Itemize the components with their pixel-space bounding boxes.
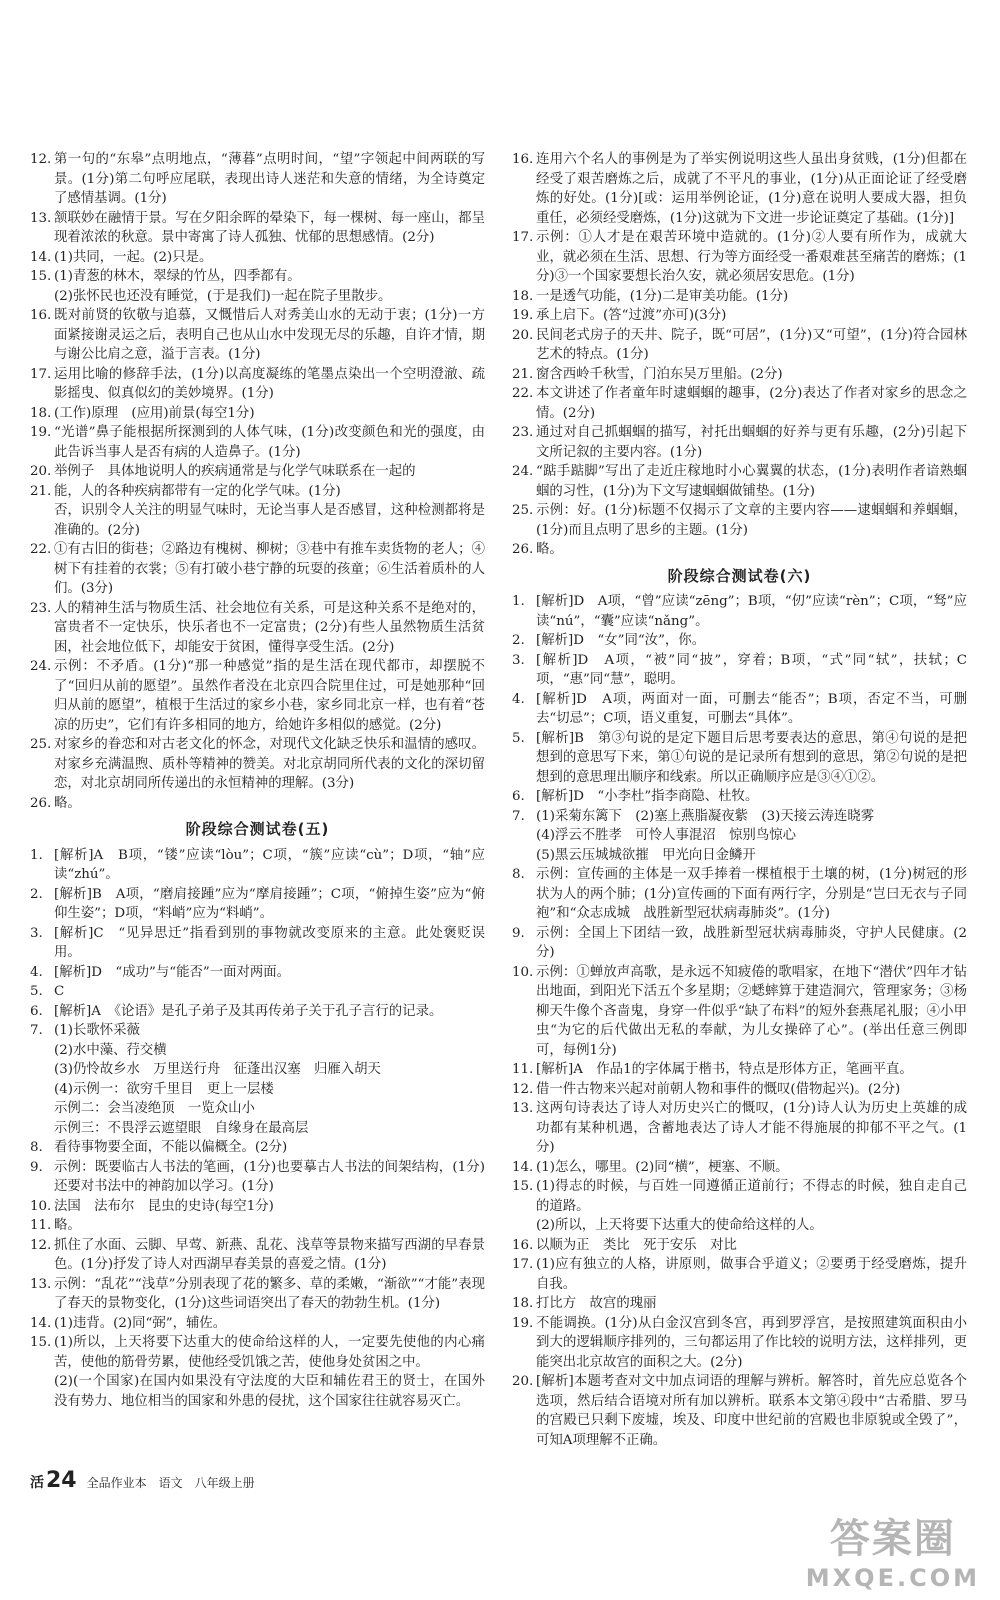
item-number: 10. xyxy=(512,964,534,980)
item-text: 颔联妙在融情于景。写在夕阳余晖的晕染下，每一棵树、每一座山，都呈现着浓浓的秋意。景中寄寓了诗人孤独、忧郁的思想感情。(2分) xyxy=(54,210,485,245)
answer-item xyxy=(30,267,485,287)
answer-item xyxy=(30,794,485,814)
item-number: 24. xyxy=(512,464,534,479)
item-number: 16. xyxy=(512,1237,534,1253)
answer-item xyxy=(30,540,485,599)
item-number: 5. xyxy=(512,730,525,746)
item-text: 示例：①蝉放声高歌，是永远不知疲倦的歌唱家，在地下“潜伏”四年才钻出地面，到阳光下活五个多星期；②蟋蟀算于建造洞穴，管理家务；③杨柳天牛像个吝啬鬼，身穿一件似乎“缺了布料”的短外套燕尾礼服；④小甲虫“为它的后代做出无私的奉献，为儿女操碎了心”。(举出任意三例即可，每例1分) xyxy=(536,964,967,1058)
answer-item xyxy=(512,1255,967,1294)
item-text: 法国 法布尔 昆虫的史诗(每空1分) xyxy=(54,1198,274,1214)
answer-item xyxy=(512,423,967,462)
item-text: 本文讲述了作者童年时逮蝈蝈的趣事，(2分)表达了作者对家乡的思念之情。(2分) xyxy=(536,386,967,421)
item-text: 抓住了水面、云脚、早莺、新燕、乱花、浅草等景物来描写西湖的早春景色。(1分)抒发了诗人对西湖早春美景的喜爱之情。(1分) xyxy=(54,1237,485,1272)
item-number: 12. xyxy=(512,1081,534,1097)
answer-item xyxy=(30,846,485,885)
answer-item xyxy=(512,846,967,866)
item-text: [解析]A B项，“镂”应读“lòu”；C项，“簇”应读“cù”；D项，“轴”应读“zhú”。 xyxy=(54,847,485,882)
item-number: 9. xyxy=(512,925,525,941)
answer-item xyxy=(30,1080,485,1100)
answer-item xyxy=(512,592,967,631)
item-text: (3)仍怜故乡水 万里送行舟 征蓬出汉塞 归雁入胡天 xyxy=(54,1062,381,1077)
item-number: 23. xyxy=(512,425,534,440)
item-number: 11. xyxy=(30,1218,52,1233)
item-text: 略。 xyxy=(536,542,563,557)
item-text: “踮手踮脚”写出了走近庄稼地时小心翼翼的状态，(1分)表明作者谙熟蝈蝈的习性，(1分)为下文写逮蝈蝈做铺垫。(1分) xyxy=(536,464,967,499)
answer-item xyxy=(30,1333,485,1372)
answer-item xyxy=(30,1197,485,1217)
item-number: 1. xyxy=(30,847,43,863)
item-number: 7. xyxy=(512,808,525,824)
answer-item xyxy=(30,885,485,924)
item-number: 2. xyxy=(512,633,525,648)
item-number: 19. xyxy=(512,308,534,323)
item-number: 25. xyxy=(512,503,534,518)
answer-item xyxy=(512,1099,967,1158)
page-number: 24 xyxy=(46,1468,77,1493)
item-number: 17. xyxy=(512,1257,534,1272)
answer-item xyxy=(512,1314,967,1373)
item-number: 12. xyxy=(30,152,52,167)
item-number: 14. xyxy=(30,1315,52,1331)
item-number: 20. xyxy=(512,327,534,343)
item-text: [解析]D A项，“被”同“披”，穿着；B项，“式”同“轼”，扶轼；C项，“惠”同“慧”，聪明。 xyxy=(536,652,967,687)
answer-item xyxy=(30,150,485,209)
item-text: 示例：不矛盾。(1分)“那一种感觉”指的是生活在现代都市，却摆脱不了“回归从前的愿望”。虽然作者没在北京四合院里住过，可是她那种“回归从前的愿望”，植根于生活过的家乡小巷，家乡同北京一样，也有着“苍凉的历史”，它们有许多相同的地方，给她许多相似的感觉。(2分) xyxy=(54,659,485,733)
item-text: 示例二：会当凌绝顶 一览众山小 xyxy=(54,1101,255,1116)
answer-item xyxy=(512,1080,967,1100)
answer-item xyxy=(512,651,967,690)
answer-item xyxy=(512,1294,967,1314)
answer-item xyxy=(30,657,485,735)
answer-item xyxy=(30,1275,485,1314)
item-text: 示例：①人才是在艰苦环境中造就的。(1分)②人要有所作为，成就大业，就必须在生活、思想、行为等方面经受一番艰难甚至痛苦的磨炼；(1分)③一个国家要想长治久安，就必须居安思危。(1分) xyxy=(536,230,967,284)
answer-item xyxy=(512,1060,967,1080)
answer-item xyxy=(512,1372,967,1450)
item-text: (1)采菊东篱下 (2)塞上燕脂凝夜紫 (3)天接云涛连晓雾 xyxy=(536,808,875,824)
item-number: 13. xyxy=(30,1276,52,1292)
item-text: (4)示例一：欲穷千里目 更上一层楼 xyxy=(54,1081,274,1097)
item-number: 10. xyxy=(30,1198,52,1214)
answer-item xyxy=(30,423,485,462)
item-number: 6. xyxy=(30,1003,43,1019)
answer-item xyxy=(30,287,485,307)
item-text: [解析]D A项，两面对一面，可删去“能否”；B项，否定不当，可删去“切忌”；C项，语义重复，可删去“具体”。 xyxy=(536,691,967,726)
item-text: 示例：好。(1分)标题不仅揭示了文章的主要内容——逮蝈蝈和养蝈蝈，(1分)而且点明了思乡的主题。(1分) xyxy=(536,503,967,538)
item-number: 19. xyxy=(30,425,52,440)
footer-prefix: 活 xyxy=(30,1475,44,1491)
answer-item xyxy=(30,306,485,365)
item-text: [解析]B A项，“磨肩接踵”应为“摩肩接踵”；C项，“俯掉生姿”应为“俯仰生姿”；D项，“料峭”应为“料峭”。 xyxy=(54,886,485,921)
item-text: (2)(一个国家)在国内如果没有守法度的大臣和辅佐君王的贤士，在国外没有势力、地位相当的国家和外患的侵扰，这个国家往往就容易灭亡。 xyxy=(54,1374,485,1409)
item-text: (1)怎么，哪里。(2)同“横”，梗塞、不顺。 xyxy=(536,1159,789,1175)
item-text: (2)水中藻、荇交横 xyxy=(54,1042,167,1058)
answer-item xyxy=(30,248,485,268)
item-text: 不能调换。(1分)从白金汉宫到冬宫，再到罗浮宫，是按照建筑面积由小到大的逻辑顺序排列的，三句都运用了作比较的说明方法，这样排列，更能突出北京故宫的面积之大。(2分) xyxy=(536,1315,967,1370)
item-text: 民间老式房子的天井、院子，既“可居”，(1分)又“可望”，(1分)符合园林艺术的特点。(1分) xyxy=(536,327,967,362)
item-text: 举例子 具体地说明人的疾病通常是与化学气味联系在一起的 xyxy=(54,464,416,479)
item-number: 15. xyxy=(30,269,52,284)
item-number: 8. xyxy=(30,1140,43,1155)
item-number: 16. xyxy=(30,308,52,323)
answer-item xyxy=(512,150,967,228)
item-text: [解析]A 《论语》是孔子弟子及其再传弟子关于孔子言行的记录。 xyxy=(54,1003,443,1019)
item-number: 12. xyxy=(30,1237,52,1253)
item-text: [解析]D “女”同“汝”，你。 xyxy=(536,633,706,648)
item-text: ①有古旧的街巷；②路边有槐树、柳树；③巷中有推车卖货物的老人；④树下有挂着的衣裳；⑤有打破小巷宁静的玩耍的孩童；⑥生活着质朴的人们。(3分) xyxy=(54,542,485,596)
item-text: 通过对自己抓蝈蝈的描写，衬托出蝈蝈的好养与更有乐趣，(2分)引起下文所记叙的主要内容。(1分) xyxy=(536,425,967,460)
left-column xyxy=(30,150,485,1411)
item-number: 3. xyxy=(512,652,525,668)
item-text: 借一件古物来兴起对前朝人物和事件的慨叹(借物起兴)。(2分) xyxy=(536,1081,901,1097)
watermark-logo xyxy=(806,1507,980,1592)
item-text: 示例三：不畏浮云遮望眼 自缘身在最高层 xyxy=(54,1120,309,1136)
answer-item xyxy=(30,599,485,658)
item-number: 20. xyxy=(30,464,52,479)
item-number: 18. xyxy=(512,288,534,304)
item-number: 17. xyxy=(512,230,534,245)
item-text: “光谱”鼻子能根据所探测到的人体气味，(1分)改变颜色和光的强度，由此告诉当事人是否有病的人造鼻子。(1分) xyxy=(54,425,485,460)
item-text: 这两句诗表达了诗人对历史兴亡的慨叹，(1分)诗人认为历史上英雄的成功都有某种机遇，含蓄地表达了诗人才能不得施展的抑郁不平之气。(1分) xyxy=(536,1101,967,1155)
item-number: 14. xyxy=(30,249,52,265)
item-text: 能，人的各种疾病都带有一定的化学气味。(1分) xyxy=(54,483,341,499)
item-number: 19. xyxy=(512,1315,534,1331)
answer-item xyxy=(30,1119,485,1139)
answer-item xyxy=(512,963,967,1061)
item-number: 7. xyxy=(30,1023,43,1038)
answer-item xyxy=(512,865,967,924)
item-text: (2)张怀民也还没有睡觉，(于是我们)一起在院子里散步。 xyxy=(54,288,392,304)
item-text: (1)共同，一起。(2)只是。 xyxy=(54,249,213,265)
item-number: 25. xyxy=(30,737,52,752)
item-number: 4. xyxy=(512,691,525,707)
item-text: 承上启下。(答“过渡”亦可)(3分) xyxy=(536,308,727,323)
answer-item xyxy=(512,306,967,326)
item-number: 26. xyxy=(30,795,52,811)
item-text: C xyxy=(54,984,65,999)
item-number: 9. xyxy=(30,1159,43,1175)
answer-item xyxy=(30,963,485,983)
item-number: 14. xyxy=(512,1159,534,1175)
answer-item xyxy=(30,1099,485,1119)
answer-item xyxy=(30,1060,485,1080)
item-number: 15. xyxy=(512,1179,534,1194)
item-number: 18. xyxy=(512,1296,534,1311)
item-text: [解析]D “小李杜”指李商隐、杜牧。 xyxy=(536,789,759,804)
item-text: 第一句的“东皋”点明地点，“薄暮”点明时间，“望”字领起中间两联的写景。(1分)第二句呼应尾联，表现出诗人迷茫和失意的情绪，为全诗奠定了感情基调。(1分) xyxy=(54,152,485,206)
item-text: 打比方 故宫的瑰丽 xyxy=(536,1296,657,1311)
answer-item xyxy=(30,1314,485,1334)
item-number: 23. xyxy=(30,600,52,616)
item-text: 略。 xyxy=(54,1218,81,1233)
page-footer xyxy=(30,1468,255,1493)
item-number: 6. xyxy=(512,789,525,804)
item-text: 窗含西岭千秋雪，门泊东吴万里船。(2分) xyxy=(536,366,783,382)
item-text: (1)青葱的林木，翠绿的竹丛，四季都有。 xyxy=(54,269,301,284)
answer-item xyxy=(30,462,485,482)
item-number: 22. xyxy=(30,542,52,557)
item-number: 24. xyxy=(30,659,52,674)
item-number: 3. xyxy=(30,925,43,941)
right-column xyxy=(512,150,967,1450)
answer-item xyxy=(30,1138,485,1158)
answer-item xyxy=(512,501,967,540)
answer-item xyxy=(30,982,485,1002)
item-text: 运用比喻的修辞手法，(1分)以高度凝练的笔墨点染出一个空明澄澈、疏影摇曳、似真似幻的美妙境界。(1分) xyxy=(54,366,485,401)
item-text: 示例：“乱花”“浅草”分别表现了花的繁多、草的柔嫩，“渐欲”“才能”表现了春天的景物变化，(1分)这些词语突出了春天的勃勃生机。(1分) xyxy=(54,1276,485,1311)
item-text: [解析]C “见异思迁”指看到别的事物就改变原来的主意。此处褒贬误用。 xyxy=(54,925,485,960)
item-text: [解析]A 作品1的字体属于楷书，特点是形体方正，笔画平直。 xyxy=(536,1062,913,1077)
item-number: 8. xyxy=(512,867,525,882)
item-text: (1)得志的时候，与百姓一同遵循正道前行；不得志的时候，独自走自己的道路。 xyxy=(536,1179,967,1214)
watermark-line1: 答案圈 xyxy=(829,1516,956,1562)
watermark-line2: MXQE.COM xyxy=(805,1564,980,1592)
item-text: (1)应有独立的人格，讲原则，做事合乎道义；②要勇于经受磨炼，提升自我。 xyxy=(536,1257,967,1292)
answer-item xyxy=(30,404,485,424)
answer-item xyxy=(512,826,967,846)
item-text: 示例：全国上下团结一致，战胜新型冠状病毒肺炎，守护人民健康。(2分) xyxy=(536,925,967,960)
answer-item xyxy=(30,1021,485,1041)
answer-item xyxy=(512,540,967,560)
item-number: 20. xyxy=(512,1374,534,1389)
answer-item xyxy=(30,1216,485,1236)
answer-item xyxy=(30,365,485,404)
item-number: 18. xyxy=(30,405,52,421)
item-text: (1)所以，上天将要下达重大的使命给这样的人，一定要先使他的内心痛苦，使他的筋骨劳累，使他经受饥饿之苦，使他身处贫困之中。 xyxy=(54,1335,485,1370)
answer-item xyxy=(512,924,967,963)
answer-item xyxy=(30,1236,485,1275)
item-text: [解析]D A项，“曾”应读“zēng”；B项，“仞”应读“rèn”；C项，“驽”应读“nú”，“囊”应读“nǎng”。 xyxy=(536,594,967,629)
answer-item xyxy=(512,287,967,307)
item-text: 示例：宣传画的主体是一双手捧着一棵植根于土壤的树，(1分)树冠的形状为人的两个肺；(1分)宣传画的下面有两行字，分别是“岂曰无衣与子同袍”和“众志成城 战胜新型冠状病毒肺炎”。(1分) xyxy=(536,867,967,921)
answer-item xyxy=(30,501,485,540)
answer-item xyxy=(30,735,485,794)
item-number: 13. xyxy=(30,210,52,226)
answer-item xyxy=(512,462,967,501)
answer-item xyxy=(512,1177,967,1216)
answer-item xyxy=(30,209,485,248)
item-text: 连用六个名人的事例是为了举实例说明这些人虽出身贫贱，(1分)但都在经受了艰苦磨炼之后，成就了不平凡的事业，(1分)从正面论证了经受磨炼的好处。(1分)[或：运用举例论证，(1分)意在说明人要成大器，担负重任，必须经受磨炼，(1分)这就为下文进一步论证奠定了基础。(1分)] xyxy=(536,152,967,226)
item-number: 15. xyxy=(30,1335,52,1350)
item-number: 13. xyxy=(512,1101,534,1116)
item-text: (5)黑云压城城欲摧 甲光向日金鳞开 xyxy=(536,847,756,863)
answer-item xyxy=(512,1216,967,1236)
answer-item xyxy=(30,1158,485,1197)
item-number: 21. xyxy=(512,366,534,382)
answer-item xyxy=(512,1236,967,1256)
answer-item xyxy=(512,384,967,423)
item-number: 16. xyxy=(512,152,534,167)
answer-item xyxy=(512,228,967,287)
item-text: 略。 xyxy=(54,795,81,811)
item-number: 22. xyxy=(512,386,534,401)
answer-item xyxy=(512,326,967,365)
item-text: 看待事物要全面，不能以偏概全。(2分) xyxy=(54,1140,288,1155)
item-text: (4)浮云不胜孝 可怜人事混沼 惊别鸟惊心 xyxy=(536,828,796,843)
answer-item xyxy=(512,1158,967,1178)
item-text: 否，识别令人关注的明显气味时，无论当事人是否感冒，这种检测都将是准确的。(2分) xyxy=(54,503,485,538)
item-text: [解析]本题考查对文中加点词语的理解与辨析。解答时，首先应总览各个选项，然后结合语境对所有加以辨析。联系本文第④段中“古希腊、罗马的宫殿已只剩下废墟，埃及、印度中世纪前的宫殿也非原貌或全毁了”，可知A项理解不正确。 xyxy=(536,1374,967,1448)
item-text: 对家乡的眷恋和对古老文化的怀念，对现代文化缺乏快乐和温情的感叹。对家乡充满温煦、质朴等精神的赞美。对北京胡同所代表的文化的深切留恋，对北京胡同所传递出的永恒精神的理解。(3分) xyxy=(54,737,485,791)
item-number: 2. xyxy=(30,886,43,902)
answer-item xyxy=(512,807,967,827)
answer-item xyxy=(512,631,967,651)
item-number: 26. xyxy=(512,542,534,557)
item-text: 人的精神生活与物质生活、社会地位有关系，可是这种关系不是绝对的，富贵者不一定快乐，快乐者也不一定富贵；(2分)有些人虽然物质生活贫困，社会地位低下，却能安于贫困，懂得享受生活。(2分) xyxy=(54,600,485,655)
answer-item xyxy=(30,1041,485,1061)
item-text: 一是透气功能，(1分)二是审美功能。(1分) xyxy=(536,288,789,304)
item-number: 17. xyxy=(30,366,52,382)
item-text: (1)长歌怀采薇 xyxy=(54,1023,140,1038)
item-number: 4. xyxy=(30,964,43,980)
answer-item xyxy=(30,1372,485,1411)
answer-item xyxy=(512,365,967,385)
item-text: 既对前贤的钦敬与追慕，又慨惜后人对秀美山水的无动于衷；(1分)一方面紧接谢灵运之后，表明自己也从山水中发现无尽的乐趣，自许才情，期与谢公比肩之意，溢于言表。(1分) xyxy=(54,308,485,362)
item-text: [解析]D “成功”与“能否”一面对两面。 xyxy=(54,964,291,980)
section-title: 阶段综合测试卷(五) xyxy=(185,820,330,838)
item-text: (工作)原理 (应用)前景(每空1分) xyxy=(54,405,255,421)
answer-item xyxy=(30,482,485,502)
answer-item xyxy=(512,787,967,807)
item-number: 5. xyxy=(30,984,43,999)
answer-item xyxy=(30,924,485,963)
section-title: 阶段综合测试卷(六) xyxy=(667,566,812,585)
item-text: [解析]B 第③句说的是定下题目后思考要表达的意思，第④句说的是把想到的意思写下来，第①句说的是记录所有想到的意思，第②句说的是把想到的意思理出顺序和线索。所以正确顺序应是③④①②。 xyxy=(536,730,967,785)
answer-item xyxy=(512,690,967,729)
item-number: 1. xyxy=(512,594,525,609)
item-number: 21. xyxy=(30,483,52,499)
item-number: 11. xyxy=(512,1062,534,1077)
answer-item xyxy=(512,729,967,788)
book-title: 全品作业本 语文 八年级上册 xyxy=(86,1476,255,1490)
item-text: (2)所以，上天将要下达重大的使命给这样的人。 xyxy=(536,1218,823,1233)
item-text: 以顺为正 类比 死于安乐 对比 xyxy=(536,1237,737,1253)
item-text: (1)违背。(2)同“弼”，辅佐。 xyxy=(54,1315,227,1331)
answer-item xyxy=(30,1002,485,1022)
item-text: 示例：既要临古人书法的笔画，(1分)也要摹古人书法的间架结构，(1分)还要对书法中的神韵加以学习。(1分) xyxy=(54,1159,485,1194)
